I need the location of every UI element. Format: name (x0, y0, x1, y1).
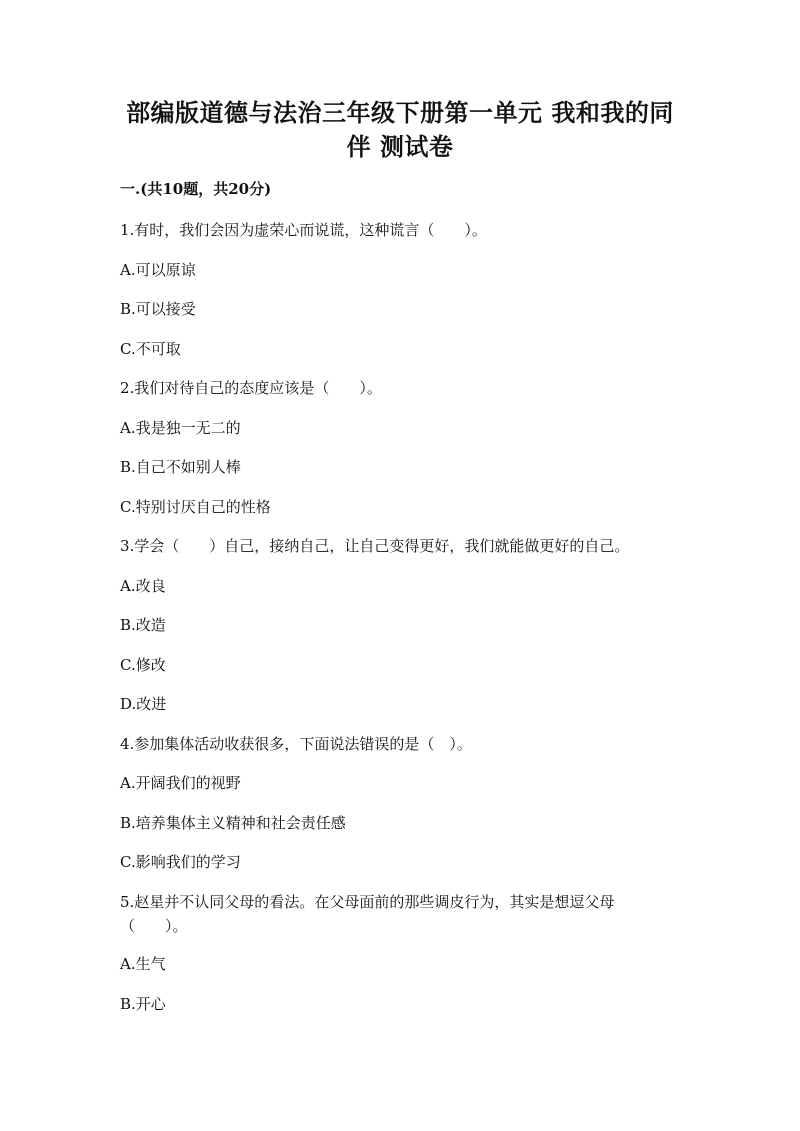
question-stem: 1.有时，我们会因为虚荣心而说谎，这种谎言（ ）。 (120, 221, 487, 239)
answer-option: B.自己不如别人棒 (120, 458, 241, 476)
question-stem: 2.我们对待自己的态度应该是（ ）。 (120, 379, 382, 397)
answer-option: B.开心 (120, 995, 166, 1013)
answer-option: B.培养集体主义精神和社会责任感 (120, 814, 346, 832)
answer-option: C.影响我们的学习 (120, 853, 241, 871)
answer-option: D.改进 (120, 695, 167, 713)
answer-option: C.不可取 (120, 340, 181, 358)
answer-option: A.开阔我们的视野 (120, 774, 241, 792)
answer-option: B.改造 (120, 616, 166, 634)
question-stem: 4.参加集体活动收获很多，下面说法错误的是（ ）。 (120, 735, 472, 753)
answer-option: C.特别讨厌自己的性格 (120, 498, 271, 516)
document-title: 部编版道德与法治三年级下册第一单元 我和我的同伴 测试卷 (126, 98, 674, 161)
answer-option: B.可以接受 (120, 300, 196, 318)
answer-option: C.修改 (120, 656, 166, 674)
section-heading: 一.(共10题，共20分) (120, 180, 272, 198)
answer-option: A.可以原谅 (120, 261, 196, 279)
question-stem: 5.赵星并不认同父母的看法。在父母面前的那些调皮行为，其实是想逗父母（ ）。 (120, 893, 615, 935)
answer-option: A.改良 (120, 577, 166, 595)
answer-option: A.我是独一无二的 (120, 419, 241, 437)
question-stem: 3.学会（ ）自己，接纳自己，让自己变得更好，我们就能做更好的自己。 (120, 537, 630, 555)
answer-option: A.生气 (120, 955, 166, 973)
